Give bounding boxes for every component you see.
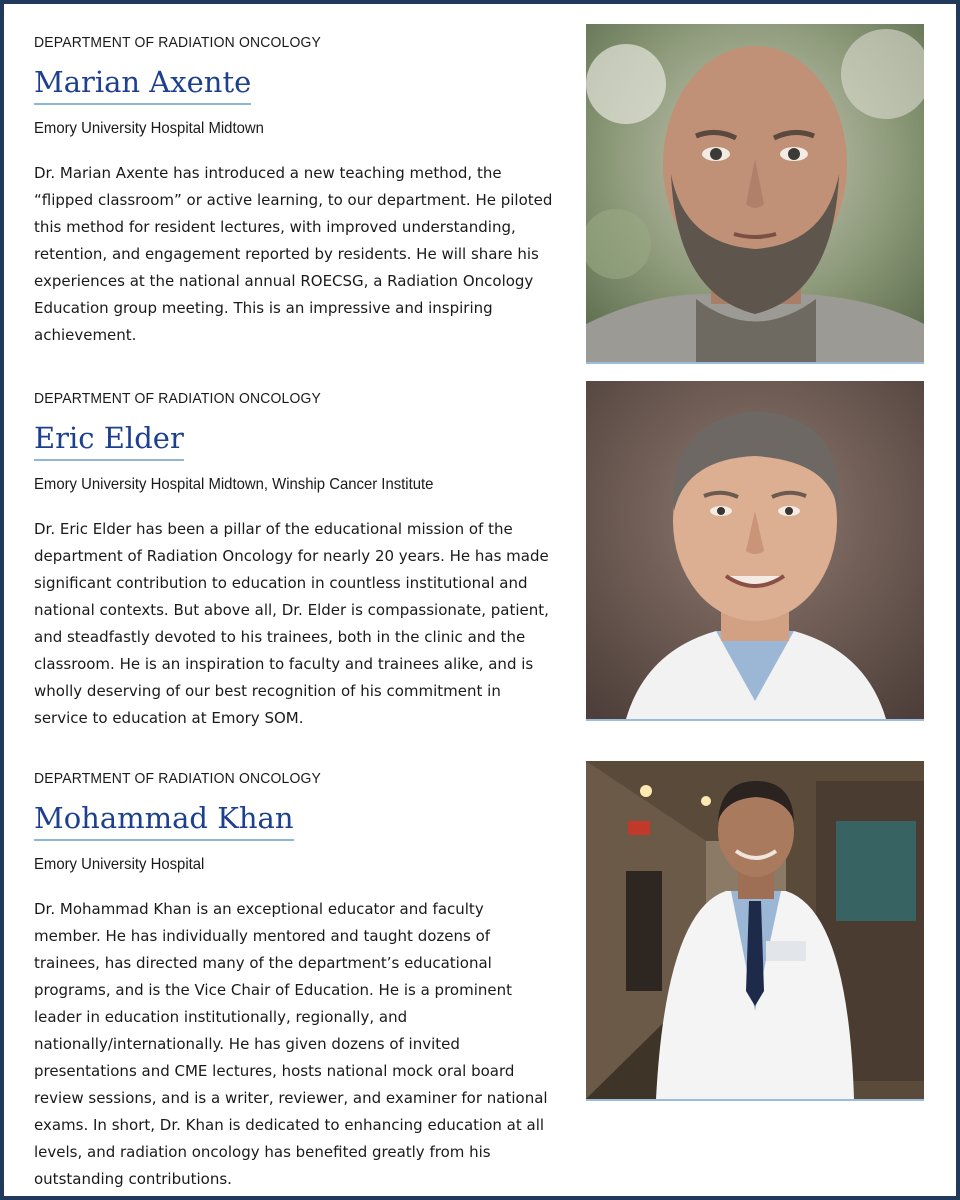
location-label: Emory University Hospital Midtown xyxy=(34,120,264,137)
bio-text: Dr. Mohammad Khan is an exceptional educator and faculty member. He has individually mentored and taught dozens of trainees, has directed many of the department’s educational programs, and is the Vice Chair of Education. He is a prominent leader in education institutionally, regionally, and nationally/internationally. He has given dozens of invited presentations and CME lectures, hosts national mock oral board review sessions, and is a writer, reviewer, and examiner for national exams. In short, Dr. Khan is dedicated to enhancing education at all levels, and radiation oncology has benefited greatly from his outstanding contributions. xyxy=(34,900,548,1188)
department-label: DEPARTMENT OF RADIATION ONCOLOGY xyxy=(34,770,322,787)
location-label: Emory University Hospital Midtown, Winship Cancer Institute xyxy=(34,476,434,493)
portrait-photo xyxy=(586,24,924,364)
person-name: Eric Elder xyxy=(34,418,184,461)
portrait-photo xyxy=(586,381,924,721)
bio-text: Dr. Marian Axente has introduced a new teaching method, the “flipped classroom” or active learning, to our department. He piloted this method for resident lectures, with improved understanding, retention, and engagement reported by residents. He will share his experiences at the national annual ROECSG, a Radiation Oncology Education group meeting. This is an impressive and inspiring achievement. xyxy=(34,164,553,344)
bio-text: Dr. Eric Elder has been a pillar of the educational mission of the department of Radiation Oncology for nearly 20 years. He has made significant contribution to education in countless institutional and national contexts. But above all, Dr. Elder is compassionate, patient, and steadfastly devoted to his trainees, both in the clinic and the classroom. He is an inspiration to faculty and trainees alike, and is wholly deserving of our best recognition of his commitment in service to education at Emory SOM. xyxy=(34,520,549,727)
portrait-photo xyxy=(586,761,924,1101)
location-label: Emory University Hospital xyxy=(34,856,205,873)
department-label: DEPARTMENT OF RADIATION ONCOLOGY xyxy=(34,390,322,407)
person-name: Mohammad Khan xyxy=(34,798,294,841)
person-name: Marian Axente xyxy=(34,62,251,105)
page-frame xyxy=(4,4,956,1196)
department-label: DEPARTMENT OF RADIATION ONCOLOGY xyxy=(34,34,322,51)
